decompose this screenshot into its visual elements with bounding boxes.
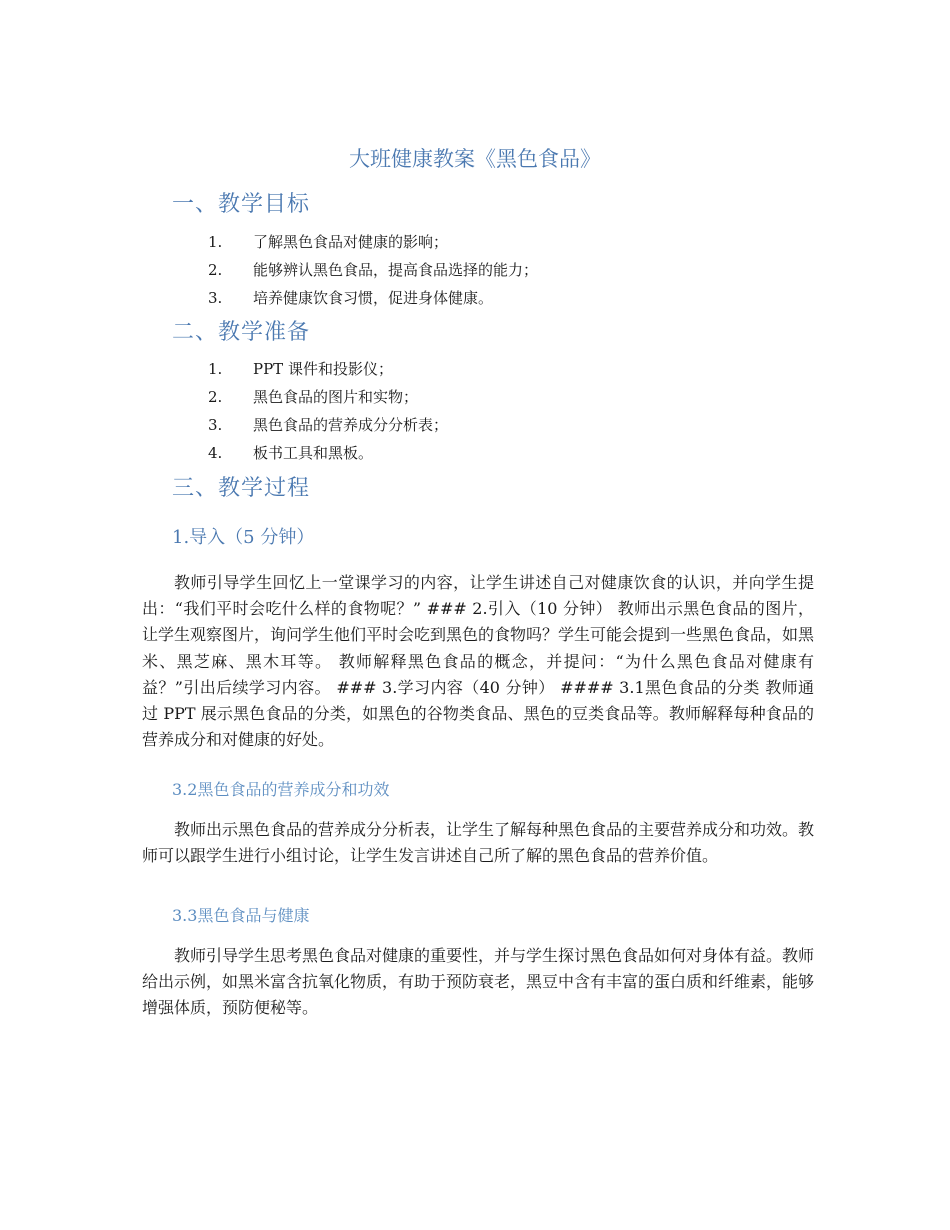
list-item-number: 1.: [208, 233, 223, 251]
list-item: [208, 256, 538, 284]
list-item-number: 3.: [208, 416, 223, 434]
list-item-text: 培养健康饮食习惯，促进身体健康。: [253, 289, 494, 307]
section-heading-process: 三、教学过程: [172, 476, 311, 501]
list-item-number: 4.: [208, 444, 223, 462]
document-title: 大班健康教案《黑色食品》: [349, 147, 601, 171]
list-item-number: 2.: [208, 388, 223, 406]
list-item-text: 板书工具和黑板。: [253, 444, 374, 462]
list-item-text: 了解黑色食品对健康的影响；: [253, 233, 449, 251]
list-item-text: PPT 课件和投影仪；: [253, 360, 393, 378]
subheading-nutrition: 3.2黑色食品的营养成分和功效: [172, 780, 390, 799]
objectives-list: [208, 228, 538, 312]
section-heading-objectives: 一、教学目标: [172, 192, 311, 217]
subheading-introduction: 1.导入（5 分钟）: [172, 527, 315, 548]
list-item-text: 黑色食品的图片和实物；: [253, 388, 419, 406]
paragraph-nutrition: 教师出示黑色食品的营养成分分析表，让学生了解每种黑色食品的主要营养成分和功效。教师可以跟学生进行小组讨论，让学生发言讲述自己所了解的黑色食品的营养价值。: [142, 820, 815, 866]
list-item-number: 1.: [208, 360, 223, 378]
list-item-text: 黑色食品的营养成分分析表；: [253, 416, 449, 434]
list-item-number: 3.: [208, 289, 223, 307]
list-item: [208, 355, 448, 383]
list-item: [208, 228, 538, 256]
list-item: [208, 439, 448, 467]
list-item: [208, 284, 538, 312]
paragraph-health: 教师引导学生思考黑色食品对健康的重要性，并与学生探讨黑色食品如何对身体有益。教师给出示例，如黑米富含抗氧化物质，有助于预防衰老，黑豆中含有丰富的蛋白质和纤维素，能够增强体质，预防便秘等。: [142, 946, 815, 1018]
paragraph-introduction: 教师引导学生回忆上一堂课学习的内容，让学生讲述自己对健康饮食的认识，并向学生提出：“我们平时会吃什么样的食物呢？” ### 2.引入（10 分钟） 教师出示黑色食品的图片，让学生观察图片，询问学生他们平时会吃到黑色的食物吗？学生可能会提到一些黑色食品，如黑米、黑芝麻、黑木耳等。 教师解释黑色食品的概念，并提问：“为什么黑色食品对健康有益？”引出后续学习内容。 ### 3.学习内容（40 分钟） #### 3.1黑色食品的分类 教师通过 PPT 展示黑色食品的分类，如黑色的谷物类食品、黑色的豆类食品等。教师解释每种食品的营养成分和对健康的好处。: [142, 573, 815, 750]
list-item: [208, 411, 448, 439]
list-item-number: 2.: [208, 261, 223, 279]
list-item: [208, 383, 448, 411]
subheading-health: 3.3黑色食品与健康: [172, 906, 310, 925]
preparation-list: [208, 355, 448, 467]
list-item-text: 能够辨认黑色食品，提高食品选择的能力；: [253, 261, 539, 279]
section-heading-preparation: 二、教学准备: [172, 320, 311, 345]
